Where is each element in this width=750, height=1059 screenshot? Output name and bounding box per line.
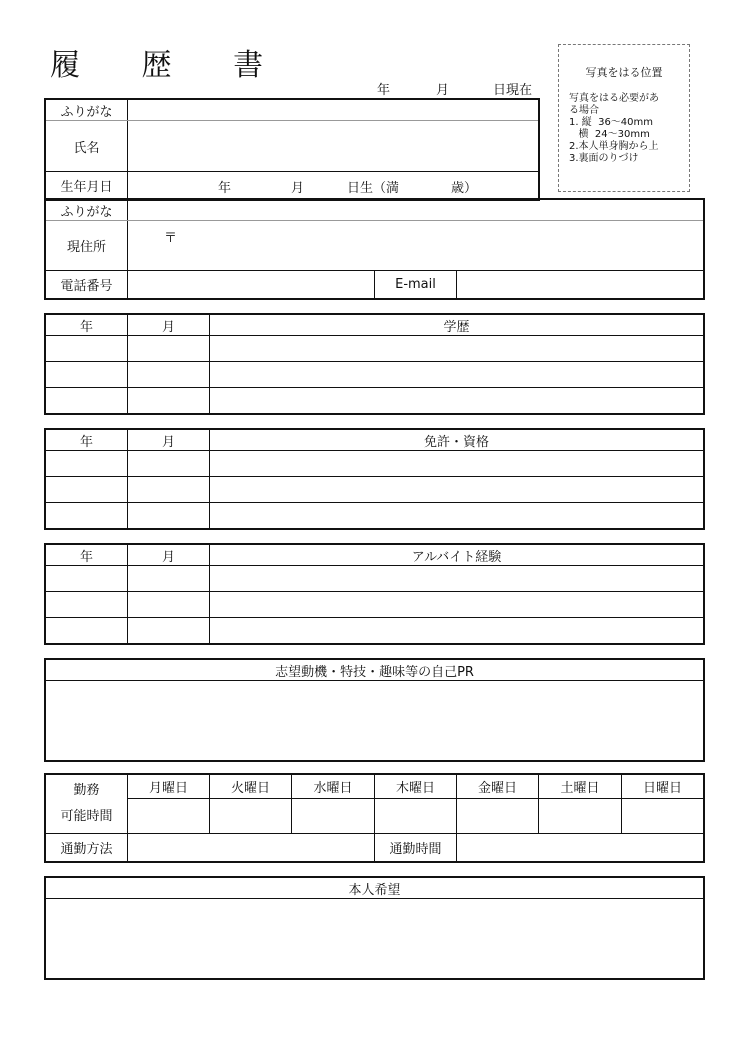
day-header-friday: 金曜日	[457, 775, 539, 799]
commute-time-field[interactable]	[457, 834, 704, 862]
education-month-cell[interactable]	[128, 362, 210, 388]
date-month-label: 月	[436, 83, 450, 98]
photo-box-title: 写真をはる位置	[585, 66, 663, 79]
phone-field[interactable]	[128, 271, 375, 299]
licenses-detail-cell[interactable]	[210, 451, 704, 477]
licenses-year-cell[interactable]	[46, 503, 128, 529]
availability-cell-sunday[interactable]	[622, 799, 704, 834]
education-year-cell[interactable]	[46, 362, 128, 388]
address-table	[45, 199, 704, 299]
name-furigana-field[interactable]	[128, 100, 539, 121]
personal-info-table	[45, 99, 539, 200]
day-header-saturday: 土曜日	[539, 775, 622, 799]
age-unit-label: 歳）	[451, 181, 478, 196]
education-month-header: 月	[128, 315, 210, 336]
commute-time-label: 通勤時間	[375, 834, 457, 862]
phone-label: 電話番号	[46, 271, 128, 299]
name-field[interactable]	[128, 121, 539, 172]
availability-label	[46, 775, 128, 834]
wishes-table	[45, 877, 704, 979]
licenses-month-cell[interactable]	[128, 451, 210, 477]
pr-header: 志望動機・特技・趣味等の自己PR	[46, 660, 704, 681]
licenses-month-cell[interactable]	[128, 503, 210, 529]
parttime-month-header: 月	[128, 545, 210, 566]
availability-cell-monday[interactable]	[128, 799, 210, 834]
education-month-cell[interactable]	[128, 336, 210, 362]
parttime-detail-cell[interactable]	[210, 566, 704, 592]
date-year-label: 年	[377, 83, 391, 98]
availability-label-line2: 可能時間	[60, 809, 113, 824]
page-title: 履 歴 書	[50, 48, 290, 83]
day-header-sunday: 日曜日	[622, 775, 704, 799]
parttime-year-cell[interactable]	[46, 618, 128, 644]
wishes-header: 本人希望	[46, 878, 704, 899]
birth-year-label: 年	[218, 181, 232, 196]
availability-label-line1: 勤務	[73, 783, 100, 798]
address-furigana-field[interactable]	[128, 200, 704, 221]
education-detail-cell[interactable]	[210, 388, 704, 414]
postal-mark: 〒	[164, 231, 178, 246]
day-header-wednesday: 水曜日	[292, 775, 375, 799]
birthdate-field[interactable]	[128, 172, 539, 200]
pr-table	[45, 659, 704, 761]
availability-cell-wednesday[interactable]	[292, 799, 375, 834]
address-label: 現住所	[46, 221, 128, 271]
licenses-month-cell[interactable]	[128, 477, 210, 503]
address-furigana-label: ふりがな	[46, 200, 128, 221]
name-furigana-label: ふりがな	[46, 100, 128, 121]
birthdate-label: 生年月日	[46, 172, 128, 200]
licenses-table	[45, 429, 704, 529]
licenses-detail-cell[interactable]	[210, 477, 704, 503]
availability-table	[45, 774, 704, 862]
photo-box-line: 2.本人単身胸から上	[569, 141, 659, 152]
photo-placement-box[interactable]	[558, 44, 690, 192]
education-header: 学歴	[210, 315, 704, 336]
parttime-year-cell[interactable]	[46, 592, 128, 618]
commute-method-field[interactable]	[128, 834, 375, 862]
availability-cell-thursday[interactable]	[375, 799, 457, 834]
parttime-detail-cell[interactable]	[210, 618, 704, 644]
wishes-field[interactable]	[46, 899, 704, 979]
parttime-header: アルバイト経験	[210, 545, 704, 566]
photo-box-line: 写真をはる必要があ	[569, 93, 659, 104]
day-header-tuesday: 火曜日	[210, 775, 292, 799]
availability-cell-tuesday[interactable]	[210, 799, 292, 834]
parttime-month-cell[interactable]	[128, 592, 210, 618]
education-year-cell[interactable]	[46, 388, 128, 414]
parttime-detail-cell[interactable]	[210, 592, 704, 618]
email-label: E-mail	[375, 271, 457, 299]
parttime-year-cell[interactable]	[46, 566, 128, 592]
name-label: 氏名	[46, 121, 128, 172]
availability-cell-saturday[interactable]	[539, 799, 622, 834]
education-detail-cell[interactable]	[210, 336, 704, 362]
photo-box-line: る場合	[569, 105, 599, 116]
licenses-detail-cell[interactable]	[210, 503, 704, 529]
licenses-header: 免許・資格	[210, 430, 704, 451]
day-header-thursday: 木曜日	[375, 775, 457, 799]
day-header-monday: 月曜日	[128, 775, 210, 799]
birth-day-age-label: 日生（満	[347, 181, 400, 196]
birth-month-label: 月	[291, 181, 305, 196]
education-detail-cell[interactable]	[210, 362, 704, 388]
parttime-year-header: 年	[46, 545, 128, 566]
licenses-month-header: 月	[128, 430, 210, 451]
address-field[interactable]	[128, 221, 704, 271]
education-year-cell[interactable]	[46, 336, 128, 362]
education-table	[45, 314, 704, 414]
parttime-month-cell[interactable]	[128, 618, 210, 644]
parttime-month-cell[interactable]	[128, 566, 210, 592]
photo-box-line: 3.裏面のりづけ	[569, 153, 639, 164]
parttime-table	[45, 544, 704, 644]
pr-field[interactable]	[46, 681, 704, 761]
education-year-header: 年	[46, 315, 128, 336]
date-current-label: 日現在	[493, 83, 533, 98]
licenses-year-cell[interactable]	[46, 451, 128, 477]
availability-cell-friday[interactable]	[457, 799, 539, 834]
photo-box-line: 1. 縦 36〜40mm	[569, 117, 654, 128]
education-month-cell[interactable]	[128, 388, 210, 414]
licenses-year-cell[interactable]	[46, 477, 128, 503]
email-field[interactable]	[457, 271, 704, 299]
photo-box-line: 横 24〜30mm	[569, 129, 650, 140]
commute-method-label: 通勤方法	[46, 834, 128, 862]
licenses-year-header: 年	[46, 430, 128, 451]
